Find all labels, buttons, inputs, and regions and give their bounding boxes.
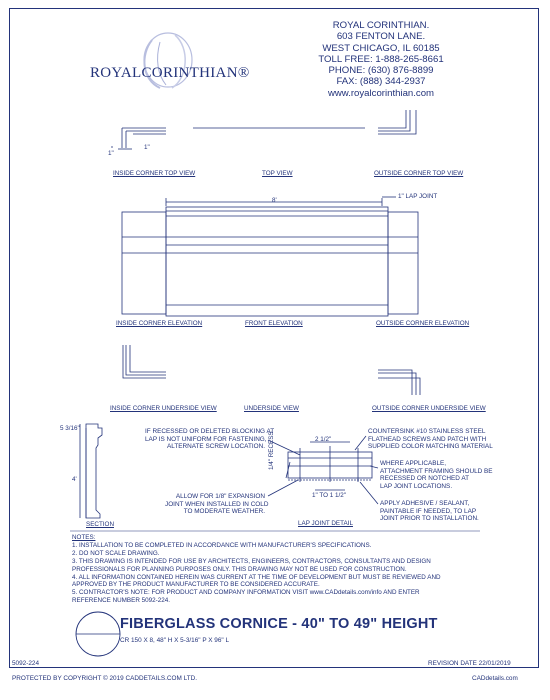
dim-eight-ft: 8' (272, 197, 277, 204)
company-website[interactable]: www.royalcorinthian.com (327, 87, 435, 99)
callout-alternate-screw: IF RECESSED OR DELETED BLOCKING AT LAP IS NOT UNIFORM FOR FASTENING, ALTERNATE SCREW LOCATION. (145, 428, 275, 451)
callout-adhesive: APPLY ADHESIVE / SEALANT, PAINTABLE IF NEEDED, TO LAP JOINT PRIOR TO INSTALLATION. (380, 500, 479, 523)
dim-one-to-one-half: 1" TO 1 1/2" (312, 492, 346, 499)
label-outside-corner-top: OUTSIDE CORNER TOP VIEW (374, 170, 464, 177)
note-1: 1. INSTALLATION TO BE COMPLETED IN ACCORDANCE WITH MANUFACTURER'S SPECIFICATIONS. (72, 541, 372, 549)
revision-date: REVISION DATE 22/01/2019 (428, 660, 511, 667)
note-5b: REFERENCE NUMBER 5092-224. (72, 597, 170, 605)
company-phone: PHONE: (630) 876-8899 (328, 65, 434, 77)
title-circle-icon (76, 612, 120, 656)
callout-countersink: COUNTERSINK #10 STAINLESS STEEL FLATHEAD SCREWS AND PATCH WITH SUPPLIED COLOR MATCHING MATERIAL (368, 428, 493, 451)
company-fax: FAX: (888) 344-2937 (336, 76, 426, 88)
inside-corner-top-view (112, 128, 166, 149)
lap-joint-detail (286, 442, 372, 490)
note-4b: APPROVED BY THE PRODUCT MANUFACTURER TO BE CONSIDERED ACCURATE. (72, 581, 320, 589)
inside-corner-underside-view (123, 345, 166, 378)
outside-corner-underside-view (378, 370, 420, 395)
label-inside-corner-elev: INSIDE CORNER ELEVATION (116, 320, 203, 327)
dim-one-inch: 1" (144, 144, 150, 151)
note-3a: 3. THIS DRAWING IS INTENDED FOR USE BY ARCHITECTS, ENGINEERS, CONTRACTORS, CONSULTANTS AND DESIGN (72, 557, 431, 565)
front-elevation (122, 197, 418, 316)
section-view (80, 424, 102, 518)
label-inside-corner-top: INSIDE CORNER TOP VIEW (113, 170, 196, 177)
label-underside-view: UNDERSIDE VIEW (244, 405, 299, 412)
dim-one-inch-b: 1" (108, 150, 114, 157)
dim-depth: 5 3/16" (60, 425, 80, 432)
caddetails-link[interactable]: CADdetails.com (472, 675, 518, 682)
company-address-2: WEST CHICAGO, IL 60185 (322, 42, 440, 54)
note-4a: 4. ALL INFORMATION CONTAINED HEREIN WAS CURRENT AT THE TIME OF DEVELOPMENT BUT MUST BE REVIEWED AND (72, 573, 441, 581)
outside-corner-top-view (378, 110, 416, 134)
label-section: SECTION (86, 521, 114, 528)
callout-expansion-joint: ALLOW FOR 1/8" EXPANSION JOINT WHEN INSTALLED IN COLD TO MODERATE WEATHER. (165, 493, 269, 516)
dim-four-ft: 4' (72, 476, 77, 483)
label-outside-corner-underside: OUTSIDE CORNER UNDERSIDE VIEW (372, 405, 486, 412)
notes-heading: NOTES: (72, 534, 96, 541)
reference-number: 5092-224 (12, 660, 40, 667)
notes-block (72, 534, 441, 605)
company-address-1: 603 FENTON LANE. (336, 31, 426, 43)
note-5a: 5. CONTRACTOR'S NOTE: FOR PRODUCT AND COMPANY INFORMATION VISIT www.CADdetails.com/info AND ENTER (72, 589, 420, 597)
dim-recess: 1/4" RECESS (268, 431, 275, 470)
label-lap-joint-detail: LAP JOINT DETAIL (298, 520, 353, 527)
dim-lap-joint: 1" LAP JOINT (398, 193, 438, 200)
company-name: ROYAL CORINTHIAN. (332, 20, 430, 31)
company-tollfree: TOLL FREE: 1-888-265-8661 (318, 53, 444, 65)
drawing-subtitle: CR 150 X 8, 48" H X 5-3/16" P X 96" L (120, 637, 229, 644)
note-2: 2. DO NOT SCALE DRAWING. (72, 549, 160, 557)
logo-text: ROYALCORINTHIAN® (90, 65, 250, 81)
label-inside-corner-underside: INSIDE CORNER UNDERSIDE VIEW (110, 405, 217, 412)
note-3b: PROFESSIONALS FOR PLANNING PURPOSES ONLY. THIS DRAWING MAY NOT BE USED FOR CONSTRUCTION. (72, 565, 407, 573)
label-top-view: TOP VIEW (262, 170, 293, 177)
label-outside-corner-elev: OUTSIDE CORNER ELEVATION (376, 320, 470, 327)
copyright-notice: PROTECTED BY COPYRIGHT © 2019 CADDETAILS.COM LTD. (12, 675, 197, 682)
callout-framing: WHERE APPLICABLE, ATTACHMENT FRAMING SHOULD BE RECESSED OR NOTCHED AT LAP JOINT LOCATIONS. (380, 460, 493, 490)
dim-two-half: 2 1/2" (315, 436, 332, 443)
drawing-title: FIBERGLASS CORNICE - 40" TO 49" HEIGHT (120, 616, 438, 632)
label-front-elevation: FRONT ELEVATION (245, 320, 303, 327)
